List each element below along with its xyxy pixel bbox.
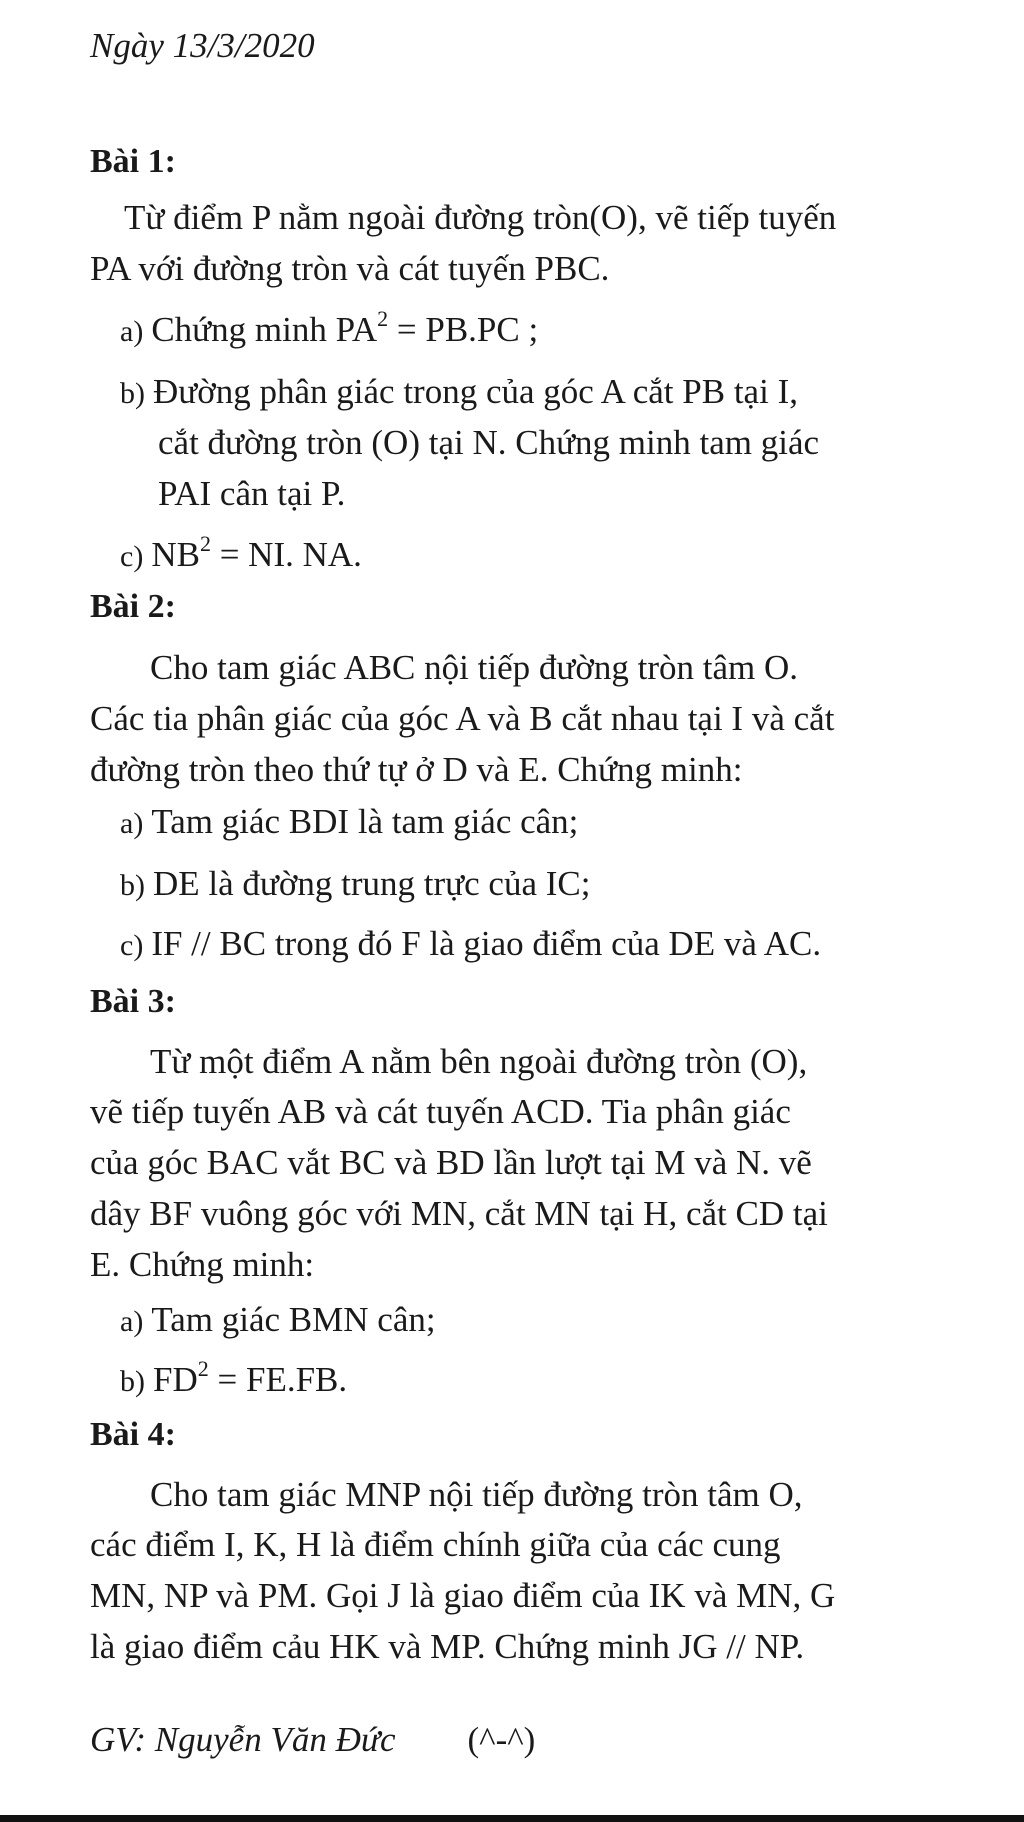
problem-2-intro-line: Cho tam giác ABC nội tiếp đường tròn tâm O. xyxy=(150,648,798,687)
part-label: c) xyxy=(120,540,144,573)
problem-1-part-a xyxy=(120,308,538,354)
part-label: b) xyxy=(120,377,145,410)
part-label: a) xyxy=(120,315,144,348)
problem-1-part-c xyxy=(120,533,362,579)
problem-4-title: Bài 4: xyxy=(90,1416,176,1453)
problem-2-intro-line: Các tia phân giác của góc A và B cắt nhau tại I và cắt xyxy=(90,699,835,738)
part-text: NB xyxy=(151,535,200,574)
problem-1-intro-line: Từ điểm P nằm ngoài đường tròn(O), vẽ tiếp tuyến xyxy=(124,198,837,237)
problem-4-intro-line: MN, NP và PM. Gọi J là giao điểm của IK và MN, G xyxy=(90,1576,836,1615)
problem-3-intro-line: của góc BAC vắt BC và BD lần lượt tại M và N. vẽ xyxy=(90,1143,812,1182)
problem-2-part-b xyxy=(120,862,590,908)
problem-4-intro-line: các điểm I, K, H là điểm chính giữa của các cung xyxy=(90,1525,781,1564)
part-label: b) xyxy=(120,869,145,902)
part-label: c) xyxy=(120,929,144,962)
part-text: Tam giác BDI là tam giác cân; xyxy=(151,802,579,841)
problem-3-intro-line: E. Chứng minh: xyxy=(90,1245,315,1284)
part-text: FD xyxy=(153,1360,198,1399)
part-text: IF // BC trong đó F là giao điểm của DE và AC. xyxy=(151,924,822,963)
problem-2-intro-line: đường tròn theo thứ tự ở D và E. Chứng minh: xyxy=(90,750,743,789)
bottom-border xyxy=(0,1815,1024,1822)
problem-3-title: Bài 3: xyxy=(90,983,176,1020)
problem-3-intro-line: vẽ tiếp tuyến AB và cát tuyến ACD. Tia phân giác xyxy=(90,1092,791,1131)
problem-1-part-b xyxy=(120,370,798,416)
problem-1-intro-line: PA với đường tròn và cát tuyến PBC. xyxy=(90,249,610,288)
part-text: DE là đường trung trực của IC; xyxy=(153,864,591,903)
problem-1-part-b-line: cắt đường tròn (O) tại N. Chứng minh tam giác xyxy=(158,423,820,462)
part-label: a) xyxy=(120,1305,144,1338)
part-text: Đường phân giác trong của góc A cắt PB tại I, xyxy=(153,372,798,411)
emoticon: (^-^) xyxy=(467,1720,536,1759)
signature-line xyxy=(90,1718,535,1762)
part-text: = PB.PC ; xyxy=(388,310,539,349)
exponent: 2 xyxy=(197,1356,209,1382)
part-text: Tam giác BMN cân; xyxy=(151,1300,436,1339)
part-label: a) xyxy=(120,807,144,840)
problem-4-intro-line: Cho tam giác MNP nội tiếp đường tròn tâm O, xyxy=(150,1475,803,1514)
exponent: 2 xyxy=(199,531,211,557)
date-line: Ngày 13/3/2020 xyxy=(90,26,315,65)
part-text: = FE.FB. xyxy=(208,1360,348,1399)
problem-4-intro-line: là giao điểm cảu HK và MP. Chứng minh JG // NP. xyxy=(90,1627,805,1666)
exponent: 2 xyxy=(377,306,389,332)
problem-3-intro-line: Từ một điểm A nằm bên ngoài đường tròn (O), xyxy=(150,1042,808,1081)
problem-3-part-a xyxy=(120,1298,436,1344)
part-text: Chứng minh PA xyxy=(151,310,378,349)
problem-1-title: Bài 1: xyxy=(90,143,176,180)
problem-2-part-c xyxy=(120,922,821,968)
problem-2-title: Bài 2: xyxy=(90,588,176,625)
teacher-name: GV: Nguyễn Văn Đức xyxy=(90,1720,396,1759)
problem-1-part-b-line: PAI cân tại P. xyxy=(158,474,346,513)
problem-2-part-a xyxy=(120,800,578,846)
problem-3-part-b xyxy=(120,1358,347,1404)
part-text: = NI. NA. xyxy=(210,535,362,574)
part-label: b) xyxy=(120,1365,145,1398)
problem-3-intro-line: dây BF vuông góc với MN, cắt MN tại H, cắt CD tại xyxy=(90,1194,828,1233)
